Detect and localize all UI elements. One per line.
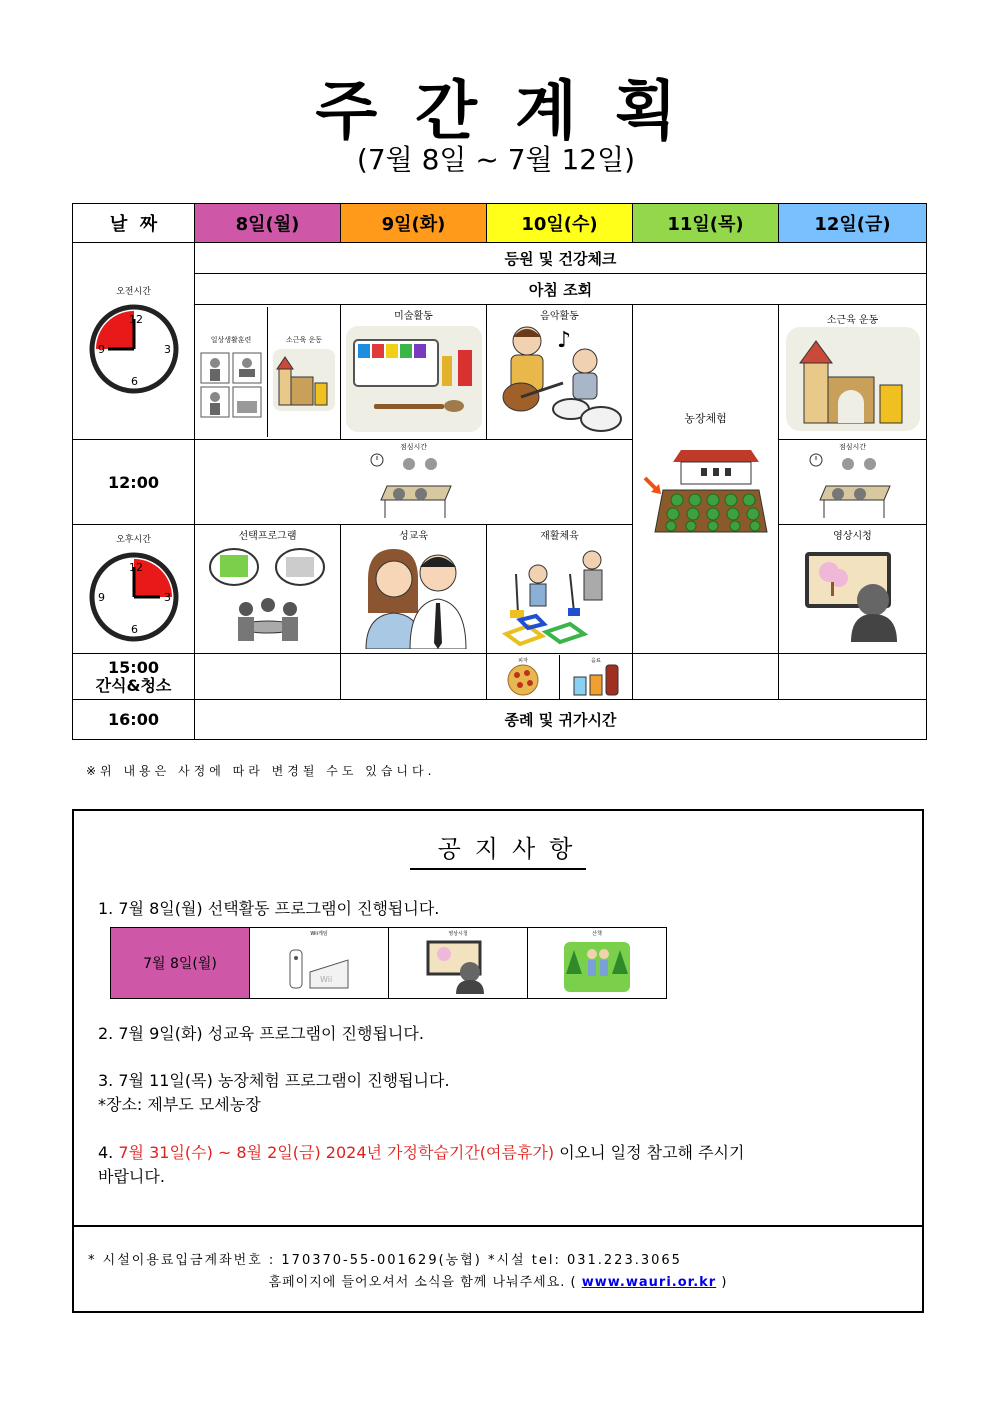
daily-living-icon: [199, 351, 265, 421]
art-activity-label: 미술활동: [394, 311, 433, 322]
choice-activity-table: [110, 927, 667, 999]
day-header-wed: 10일(수): [487, 204, 633, 243]
morning-time-label: 오전시간: [116, 286, 151, 297]
choice-program-label: 선택프로그램: [238, 531, 297, 542]
lunch-label: 점심시간: [399, 443, 428, 451]
footer-homepage: [74, 1271, 922, 1290]
date-header: 날 짜: [73, 204, 195, 243]
lunch-table-icon: [369, 450, 459, 520]
day-header-mon: 8일(월): [195, 204, 341, 243]
music-band-icon: [493, 321, 627, 435]
day-header-fri: 12일(금): [779, 204, 927, 243]
wii-game-cell: [250, 928, 389, 999]
snack-time-cell: [73, 654, 195, 700]
pizza-icon: [506, 663, 540, 697]
notice-item-4-rest: 이오니 일정 참고해 주시기: [554, 1143, 745, 1162]
notice-item-1: 1. 7월 8일(월) 선택활동 프로그램이 진행됩니다.: [98, 899, 440, 918]
thu-farm-cell: [633, 305, 779, 654]
fine-motor-label-mon: 소근육 운동: [285, 336, 323, 344]
sex-education-label: 성교육: [399, 531, 428, 542]
woman-man-icon: [354, 543, 474, 649]
walk-cell-label: 산책: [592, 931, 602, 937]
notice-item-2: 2. 7월 9일(화) 성교육 프로그램이 진행됩니다.: [98, 1024, 424, 1043]
arrival-banner: 등원 및 건강체크: [195, 243, 927, 274]
afternoon-time-label: 오후시간: [116, 534, 151, 545]
afternoon-time-cell: [73, 525, 195, 654]
noon-time-cell: 12:00: [73, 440, 195, 525]
clock-afternoon-icon: [88, 551, 180, 643]
rehab-pe-label: 재활체육: [540, 531, 579, 542]
mon-pm-cell: [195, 525, 341, 654]
svg-text:6: 6: [130, 374, 138, 388]
walk-icon: [562, 940, 632, 994]
drinks-icon: [568, 663, 624, 697]
notice-item-4-line2: 바랍니다.: [98, 1167, 165, 1186]
tue-pm-cell: [341, 525, 487, 654]
svg-text:3: 3: [163, 342, 171, 356]
svg-text:Wii: Wii: [320, 975, 333, 984]
video-viewing-icon: [803, 550, 903, 642]
rehab-pe-icon: [498, 544, 622, 648]
video-cell-label: 영상시청: [448, 931, 468, 937]
page-subtitle: (7월 8일 ~ 7월 12일): [356, 143, 636, 176]
day-header-tue: 9일(화): [341, 204, 487, 243]
svg-text:6: 6: [130, 622, 138, 636]
walk-cell: [528, 928, 667, 999]
page-title: 주간계획: [315, 75, 715, 149]
schedule-change-note: ※위 내용은 사정에 따라 변경될 수도 있습니다.: [86, 764, 436, 778]
wed-snack-cell: [487, 654, 633, 700]
notice-item-3: 3. 7월 11일(목) 농장체험 프로그램이 진행됩니다.: [98, 1071, 450, 1090]
header-row: [73, 204, 927, 243]
homepage-link[interactable]: www.wauri.or.kr: [581, 1275, 717, 1290]
notice-item-4-highlight: 7월 31일(수) ~ 8월 2일(금) 2024년 가정학습기간(여름휴가): [118, 1143, 555, 1162]
video-cell: [389, 928, 528, 999]
pizza-label: 피자: [518, 657, 528, 664]
video-viewing-small-icon: [426, 940, 490, 994]
tue-snack-cell: [341, 654, 487, 700]
notice-item-3-sub: *장소: 제부도 모세농장: [98, 1095, 261, 1114]
lunch-cell: [195, 440, 633, 525]
fri-pm-cell: [779, 525, 927, 654]
morning-time-cell: [73, 243, 195, 440]
snack-time: 15:00: [108, 657, 159, 677]
fri-am-cell: [779, 305, 927, 440]
day-header-thu: 11일(목): [633, 204, 779, 243]
svg-text:9: 9: [97, 590, 105, 604]
footer-divider: [74, 1225, 922, 1227]
notice-item-4: [98, 1141, 902, 1165]
svg-text:3: 3: [163, 590, 171, 604]
mon-snack-cell: [195, 654, 341, 700]
lunch-table-icon-fri: [808, 450, 898, 520]
notice-box: [72, 809, 924, 1313]
music-activity-label: 음악활동: [540, 311, 579, 322]
farm-experience-label: 농장체험: [684, 412, 727, 425]
wii-game-label: Wii게임: [310, 931, 328, 937]
farm-icon: [641, 434, 771, 544]
svg-text:12: 12: [128, 560, 143, 574]
weekly-schedule-table: [72, 203, 927, 740]
wed-pm-cell: [487, 525, 633, 654]
svg-text:♪: ♪: [556, 328, 571, 353]
notice-title: 공지사항: [410, 829, 587, 870]
fine-motor-label-fri: 소근육 운동: [826, 315, 879, 326]
fri-lunch-label: 점심시간: [838, 443, 867, 451]
morning-meeting-banner: 아침 조회: [195, 274, 927, 305]
wii-console-icon: [282, 942, 356, 992]
notice-title-wrap: [74, 829, 922, 870]
dismissal-banner: 종례 및 귀가시간: [195, 700, 927, 740]
footer-account-info: * 시설이용료입금계좌번호 : 170370-55-001629(농협) *시설 tel: 031.223.3065: [88, 1253, 682, 1268]
svg-text:9: 9: [97, 342, 105, 356]
svg-text:12: 12: [128, 312, 143, 326]
fri-snack-cell: [779, 654, 927, 700]
snack-label: 간식&청소: [95, 675, 172, 695]
footer-homepage-suffix: ): [716, 1275, 728, 1290]
choice-program-icon: [206, 543, 330, 649]
thu-snack-cell: [633, 654, 779, 700]
footer-homepage-prefix: 홈페이지에 들어오셔서 소식을 함께 나눠주세요. (: [268, 1275, 582, 1290]
end-time-cell: 16:00: [73, 700, 195, 740]
video-viewing-label: 영상시청: [833, 531, 872, 542]
clock-morning-icon: [88, 303, 180, 395]
castle-blocks-icon: [271, 347, 337, 413]
wed-am-cell: [487, 305, 633, 440]
mon-am-cell: [195, 305, 341, 440]
drinks-label: 음료: [591, 657, 601, 664]
daily-living-label: 일상생활훈련: [210, 336, 252, 344]
fri-lunch-cell: [779, 440, 927, 525]
castle-blocks-large-icon: [784, 325, 922, 433]
paint-palette-icon: [344, 324, 484, 434]
choice-date-cell: 7월 8일(월): [111, 928, 250, 999]
notice-item-4-prefix: 4.: [98, 1143, 119, 1162]
tue-am-cell: [341, 305, 487, 440]
